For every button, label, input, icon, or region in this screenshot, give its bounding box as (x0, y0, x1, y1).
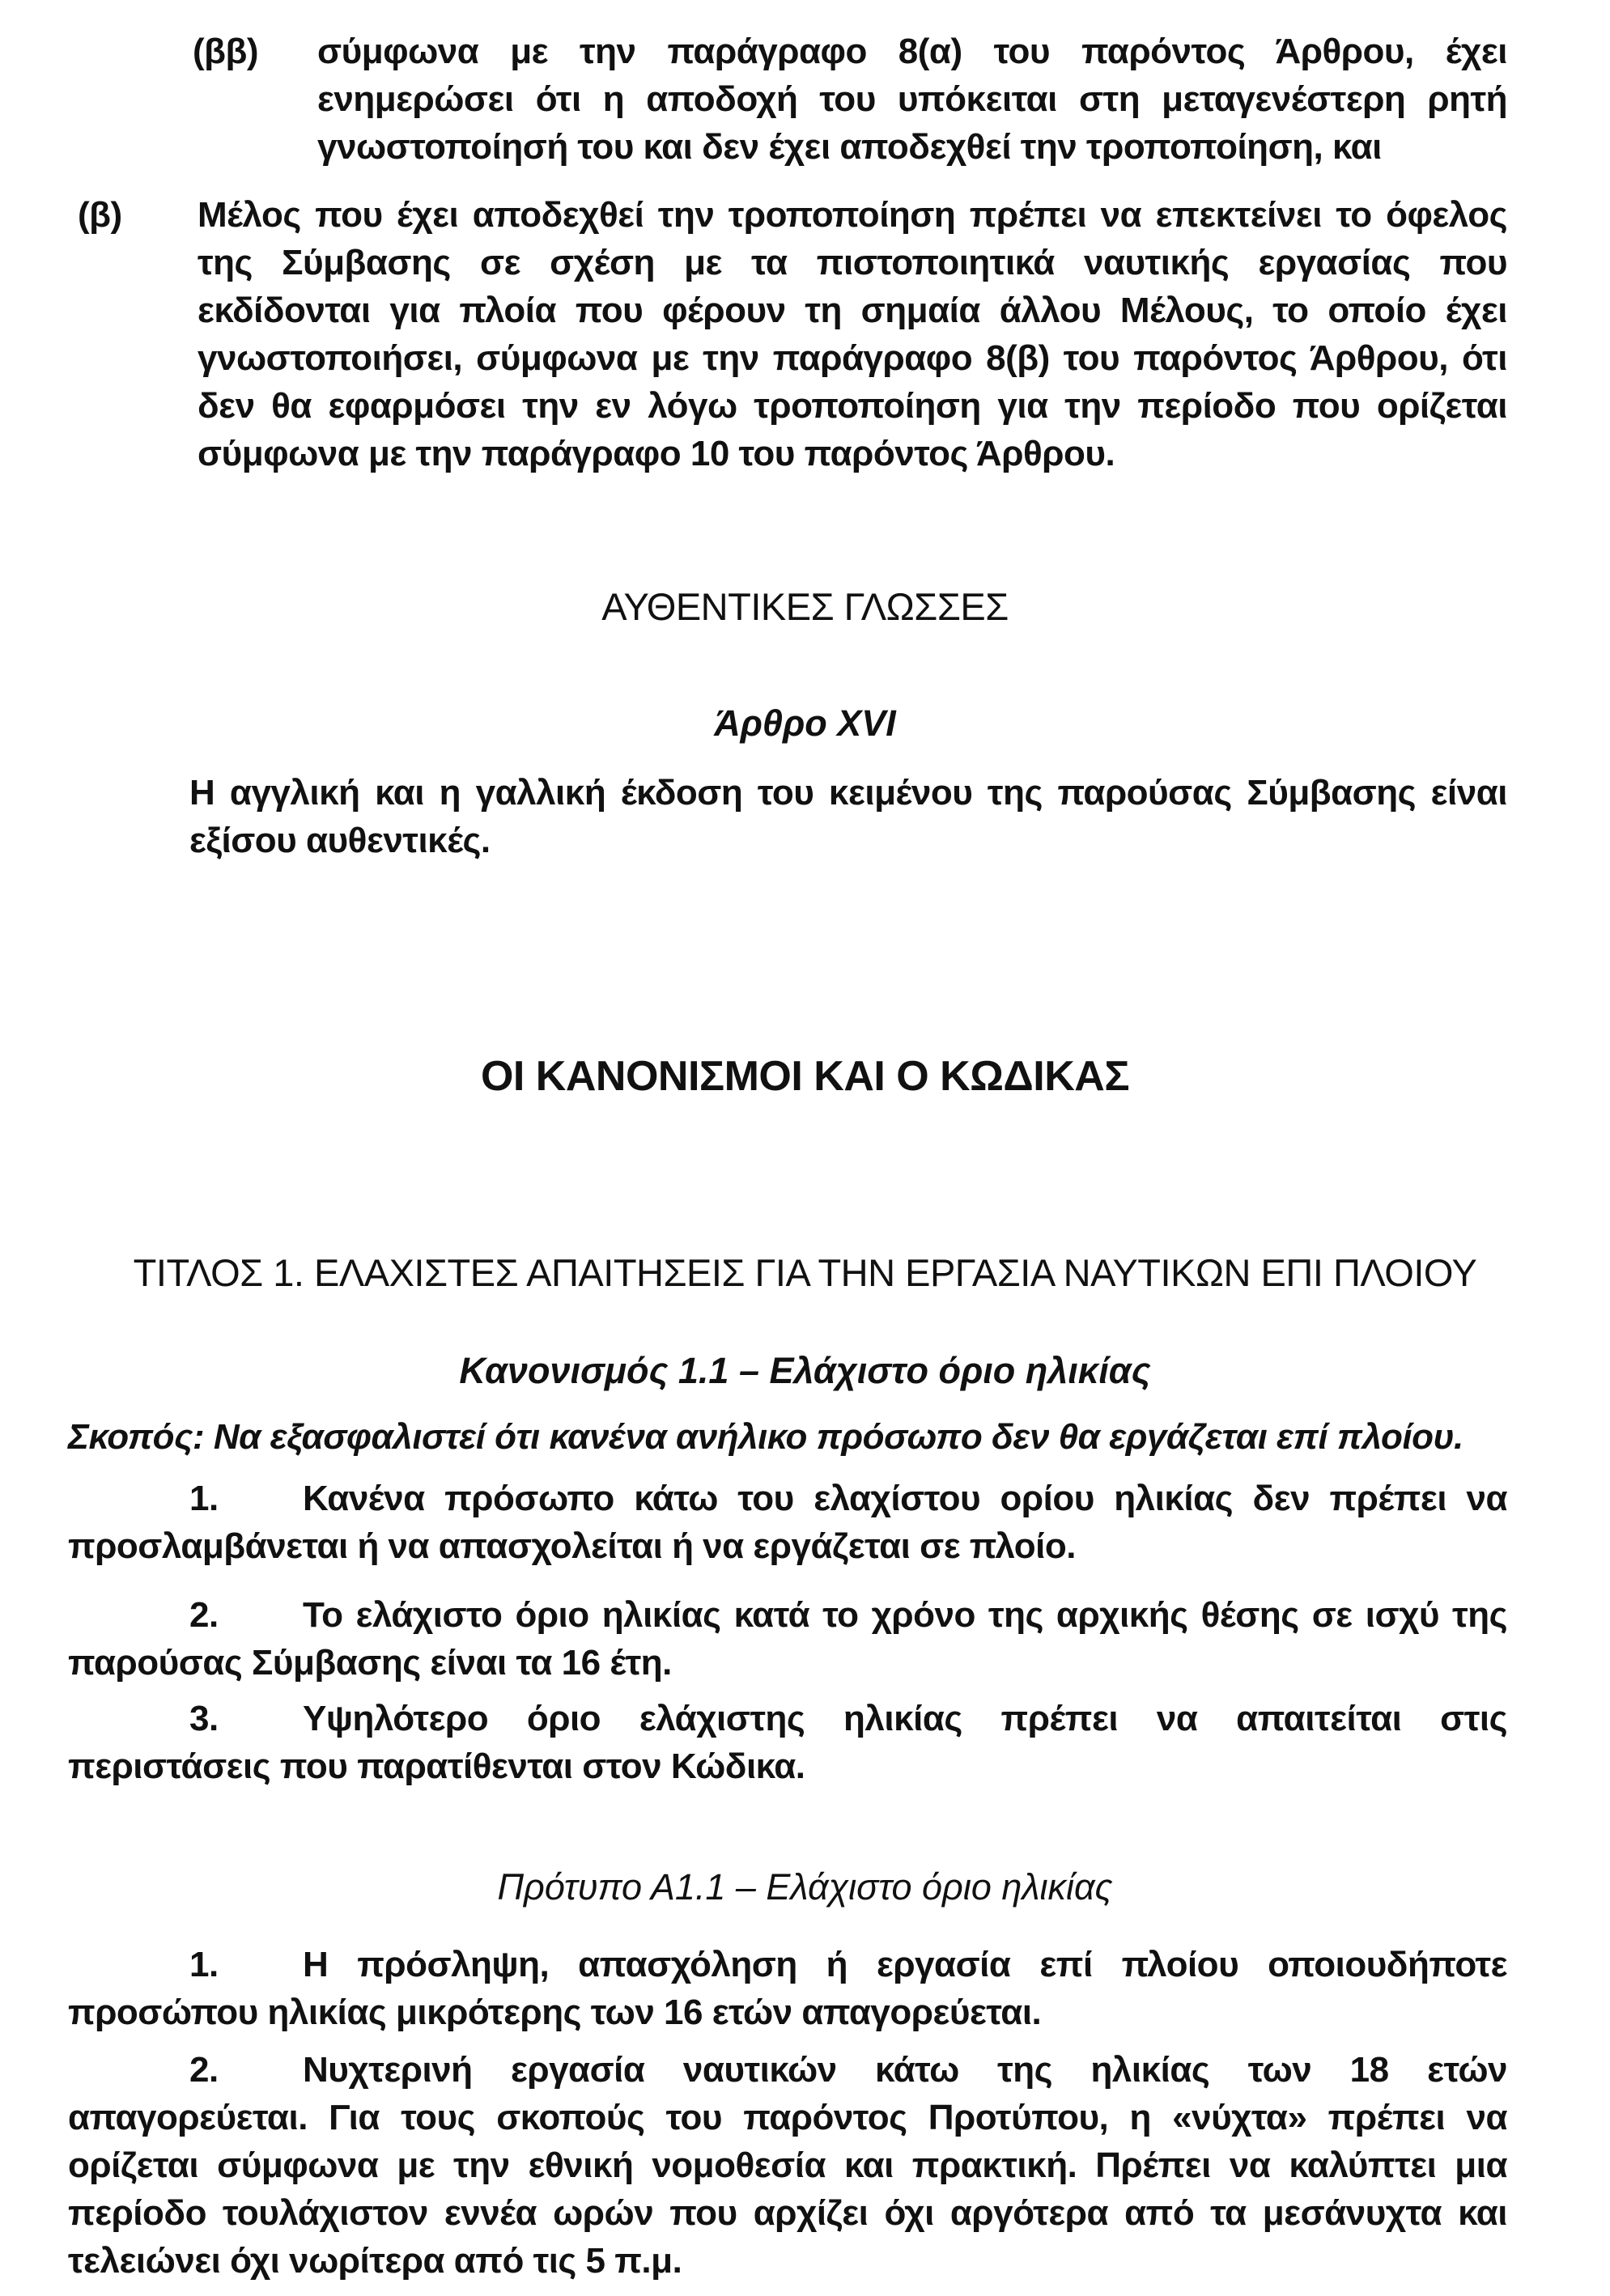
section-heading-authentic: ΑΥΘΕΝΤΙΚΕΣ ΓΛΩΣΣΕΣ (601, 585, 1009, 628)
para-text: Υψηλότερο όριο ελάχιστης ηλικίας πρέπει να απαιτείται στις περιστάσεις που παρατίθενται στον Κώδικα. (68, 1699, 1507, 1786)
standard-para-2 (68, 2046, 1507, 2285)
standard-heading: Πρότυπο Α1.1 – Ελάχιστο όριο ηλικίας (497, 1866, 1113, 1908)
para-text: Η πρόσληψη, απασχόληση ή εργασία επί πλοίου οποιουδήποτε προσώπου ηλικίας μικρότερης των 16 ετών απαγορεύεται. (68, 1945, 1507, 2032)
title-heading: ΤΙΤΛΟΣ 1. ΕΛΑΧΙΣΤΕΣ ΑΠΑΙΤΗΣΕΙΣ ΓΙΑ ΤΗΝ ΕΡΓΑΣΙΑ ΝΑΥΤΙΚΩΝ ΕΠΙ ΠΛΟΙΟΥ (133, 1251, 1477, 1294)
para-number: 3. (189, 1699, 219, 1738)
regulation-para-2 (68, 1591, 1507, 1687)
para-text: Το ελάχιστο όριο ηλικίας κατά το χρόνο της αρχικής θέσης σε ισχύ της παρούσας Σύμβασης είναι τα 16 έτη. (68, 1595, 1507, 1683)
para-number: 1. (189, 1945, 219, 1984)
para-number: 2. (189, 2050, 219, 2090)
article-heading: Άρθρο XVI (714, 702, 896, 744)
item-label-b: (β) (78, 195, 122, 235)
regulation-heading: Κανονισμός 1.1 – Ελάχιστο όριο ηλικίας (459, 1350, 1151, 1391)
regulations-heading: ΟΙ ΚΑΝΟΝΙΣΜΟΙ ΚΑΙ Ο ΚΩΔΙΚΑΣ (480, 1053, 1130, 1100)
para-number: 2. (189, 1595, 219, 1635)
item-label-bb: (ββ) (193, 32, 259, 71)
standard-para-1 (68, 1941, 1507, 2036)
purpose-text: Σκοπός: Να εξασφαλιστεί ότι κανένα ανήλικο πρόσωπο δεν θα εργάζεται επί πλοίου. (68, 1417, 1463, 1457)
para-text: Νυχτερινή εργασία ναυτικών κάτω της ηλικίας των 18 ετών απαγορεύεται. Για τους σκοπούς του παρόντος Προτύπου, η «νύχτα» πρέπει να ορίζεται σύμφωνα με την εθνική νομοθεσία και πρακτική. Πρέπει να καλύπτει μια περίοδο τουλάχιστον εννέα ωρών που αρχίζει όχι αργότερα από τα μεσάνυχτα και τελειώνει όχι νωρίτερα από τις 5 π.μ. (68, 2050, 1507, 2281)
regulation-para-3 (68, 1695, 1507, 1790)
para-number: 1. (189, 1479, 219, 1518)
para-text: Κανένα πρόσωπο κάτω του ελαχίστου ορίου ηλικίας δεν πρέπει να προσλαμβάνεται ή να απασχολείται ή να εργάζεται σε πλοίο. (68, 1479, 1507, 1566)
article-text: Η αγγλική και η γαλλική έκδοση του κειμένου της παρούσας Σύμβασης είναι εξίσου αυθεντικές. (189, 773, 1507, 860)
regulation-para-1 (68, 1475, 1507, 1570)
item-text-bb: σύμφωνα με την παράγραφο 8(α) του παρόντος Άρθρου, έχει ενημερώσει ότι η αποδοχή του υπόκειται στη μεταγενέστερη ρητή γνωστοποίησή του και δεν έχει αποδεχθεί την τροποποίηση, και (317, 32, 1507, 167)
item-text-b: Μέλος που έχει αποδεχθεί την τροποποίηση πρέπει να επεκτείνει το όφελος της Σύμβασης σε σχέση με τα πιστοποιητικά ναυτικής εργασίας που εκδίδονται για πλοία που φέρουν τη σημαία άλλου Μέλους, το οποίο έχει γνωστοποιήσει, σύμφωνα με την παράγραφο 8(β) του παρόντος Άρθρου, ότι δεν θα εφαρμόσει την εν λόγω τροποποίηση για την περίοδο που ορίζεται σύμφωνα με την παράγραφο 10 του παρόντος Άρθρου. (198, 195, 1507, 473)
